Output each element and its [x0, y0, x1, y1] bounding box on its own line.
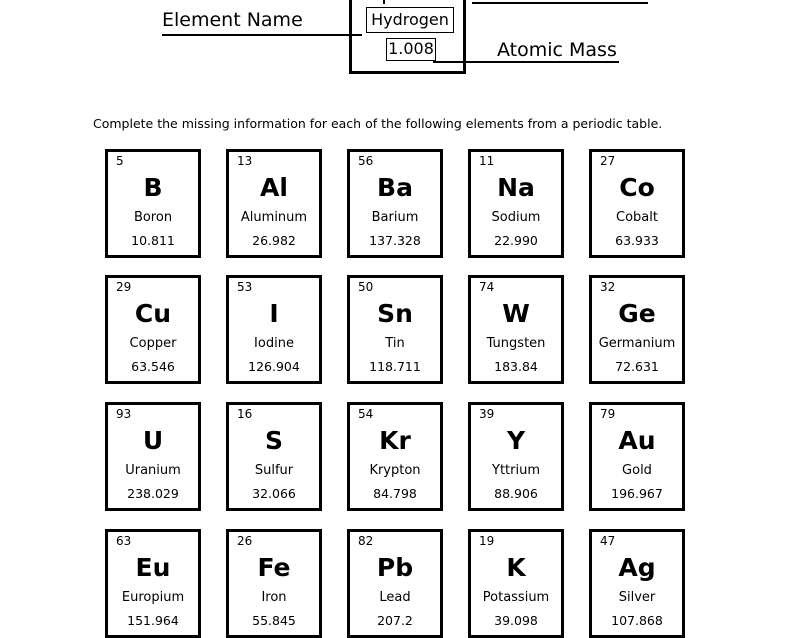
- element-symbol: S: [264, 426, 283, 455]
- element-symbol: Na: [497, 173, 535, 202]
- element-atomic-mass: 84.798: [373, 486, 417, 501]
- element-name: Uranium: [125, 463, 181, 478]
- element-cell: [468, 275, 564, 384]
- element-name: Cobalt: [616, 210, 658, 225]
- element-name: Iodine: [254, 336, 294, 351]
- element-atomic-number: 32: [600, 280, 616, 294]
- element-name: Gold: [622, 463, 652, 478]
- element-atomic-number: 47: [600, 534, 616, 548]
- element-name: Sulfur: [254, 463, 294, 478]
- element-atomic-mass: 151.964: [127, 613, 179, 628]
- element-symbol: Ag: [618, 553, 656, 582]
- element-cell: [347, 529, 443, 638]
- element-atomic-mass: 63.546: [131, 359, 175, 374]
- element-atomic-number: 5: [116, 154, 124, 168]
- element-name: Barium: [371, 210, 419, 225]
- element-cell: [105, 149, 201, 258]
- element-cell: [347, 402, 443, 511]
- element-atomic-mass: 238.029: [127, 486, 179, 501]
- element-name: Sodium: [491, 210, 541, 225]
- element-atomic-mass: 183.84: [494, 359, 538, 374]
- element-symbol: Ba: [377, 173, 413, 202]
- element-name: Potassium: [482, 590, 550, 605]
- element-atomic-mass: 26.982: [252, 233, 296, 248]
- instructions-text: Complete the missing information for each of the following elements from a periodic table.: [93, 116, 663, 131]
- element-atomic-number: 63: [116, 534, 132, 548]
- element-symbol: K: [506, 553, 526, 582]
- element-name: Yttrium: [492, 463, 540, 478]
- element-cell: [226, 275, 322, 384]
- element-symbol: Fe: [257, 553, 291, 582]
- element-name: Copper: [129, 336, 177, 351]
- element-atomic-number: 53: [237, 280, 253, 294]
- element-symbol: Cu: [134, 299, 172, 328]
- element-atomic-number: 11: [479, 154, 495, 168]
- element-name: Tungsten: [486, 336, 546, 351]
- element-atomic-number: 54: [358, 407, 374, 421]
- element-atomic-mass: 88.906: [494, 486, 538, 501]
- element-cell: [589, 149, 685, 258]
- element-atomic-mass: 63.933: [615, 233, 659, 248]
- element-name: Europium: [121, 590, 185, 605]
- element-symbol: Pb: [376, 553, 414, 582]
- element-name: Germanium: [598, 336, 676, 351]
- element-cell: [347, 275, 443, 384]
- element-symbol: U: [142, 426, 164, 455]
- element-atomic-mass: 39.098: [494, 613, 538, 628]
- element-symbol: Au: [618, 426, 656, 455]
- element-cell: [105, 402, 201, 511]
- element-atomic-mass: 196.967: [611, 486, 663, 501]
- element-symbol: Al: [260, 173, 288, 202]
- element-atomic-mass: 126.904: [248, 359, 300, 374]
- element-atomic-mass: 107.868: [611, 613, 663, 628]
- legend-example-name: Hydrogen: [366, 7, 454, 33]
- element-atomic-mass: 118.711: [369, 359, 421, 374]
- element-atomic-number: 79: [600, 407, 616, 421]
- element-atomic-mass: 10.811: [131, 233, 175, 248]
- element-atomic-number: 74: [479, 280, 495, 294]
- element-cell: [105, 529, 201, 638]
- element-atomic-mass: 137.328: [369, 233, 421, 248]
- element-symbol: Y: [506, 426, 526, 455]
- element-name: Silver: [618, 590, 656, 605]
- legend-atomic-mass-label: Atomic Mass: [497, 39, 617, 61]
- element-symbol: B: [143, 173, 163, 202]
- element-symbol: Eu: [135, 553, 171, 582]
- element-atomic-number: 16: [237, 407, 253, 421]
- element-symbol: Sn: [377, 299, 413, 328]
- element-atomic-mass: 22.990: [494, 233, 538, 248]
- element-cell: [226, 402, 322, 511]
- element-cell: [347, 149, 443, 258]
- element-symbol: I: [269, 299, 279, 328]
- element-name: Iron: [261, 590, 287, 605]
- element-cell: [226, 149, 322, 258]
- element-name: Boron: [133, 210, 173, 225]
- element-atomic-mass: 72.631: [615, 359, 659, 374]
- element-atomic-number: 93: [116, 407, 132, 421]
- element-atomic-number: 19: [479, 534, 495, 548]
- element-name: Aluminum: [240, 210, 308, 225]
- element-atomic-number: 29: [116, 280, 132, 294]
- element-cell: [468, 529, 564, 638]
- element-cell: [589, 402, 685, 511]
- element-atomic-number: 50: [358, 280, 374, 294]
- element-cell: [589, 529, 685, 638]
- element-atomic-mass: 55.845: [252, 613, 296, 628]
- element-atomic-number: 56: [358, 154, 374, 168]
- element-atomic-number: 26: [237, 534, 253, 548]
- element-atomic-number: 82: [358, 534, 374, 548]
- element-atomic-mass: 207.2: [377, 613, 413, 628]
- element-name: Lead: [379, 590, 411, 605]
- element-symbol: Kr: [379, 426, 411, 455]
- element-symbol: Ge: [618, 299, 656, 328]
- element-atomic-number: 39: [479, 407, 495, 421]
- element-symbol: Co: [619, 173, 655, 202]
- element-symbol: W: [502, 299, 530, 328]
- element-name: Tin: [385, 336, 405, 351]
- element-cell: [105, 275, 201, 384]
- element-atomic-number: 13: [237, 154, 253, 168]
- element-name: Krypton: [369, 463, 421, 478]
- element-cell: [468, 402, 564, 511]
- legend-element-name-label: Element Name: [162, 9, 303, 31]
- legend-example-mass: 1.008: [386, 38, 436, 61]
- element-cell: [468, 149, 564, 258]
- element-cell: [589, 275, 685, 384]
- element-cell: [226, 529, 322, 638]
- element-atomic-mass: 32.066: [252, 486, 296, 501]
- element-atomic-number: 27: [600, 154, 616, 168]
